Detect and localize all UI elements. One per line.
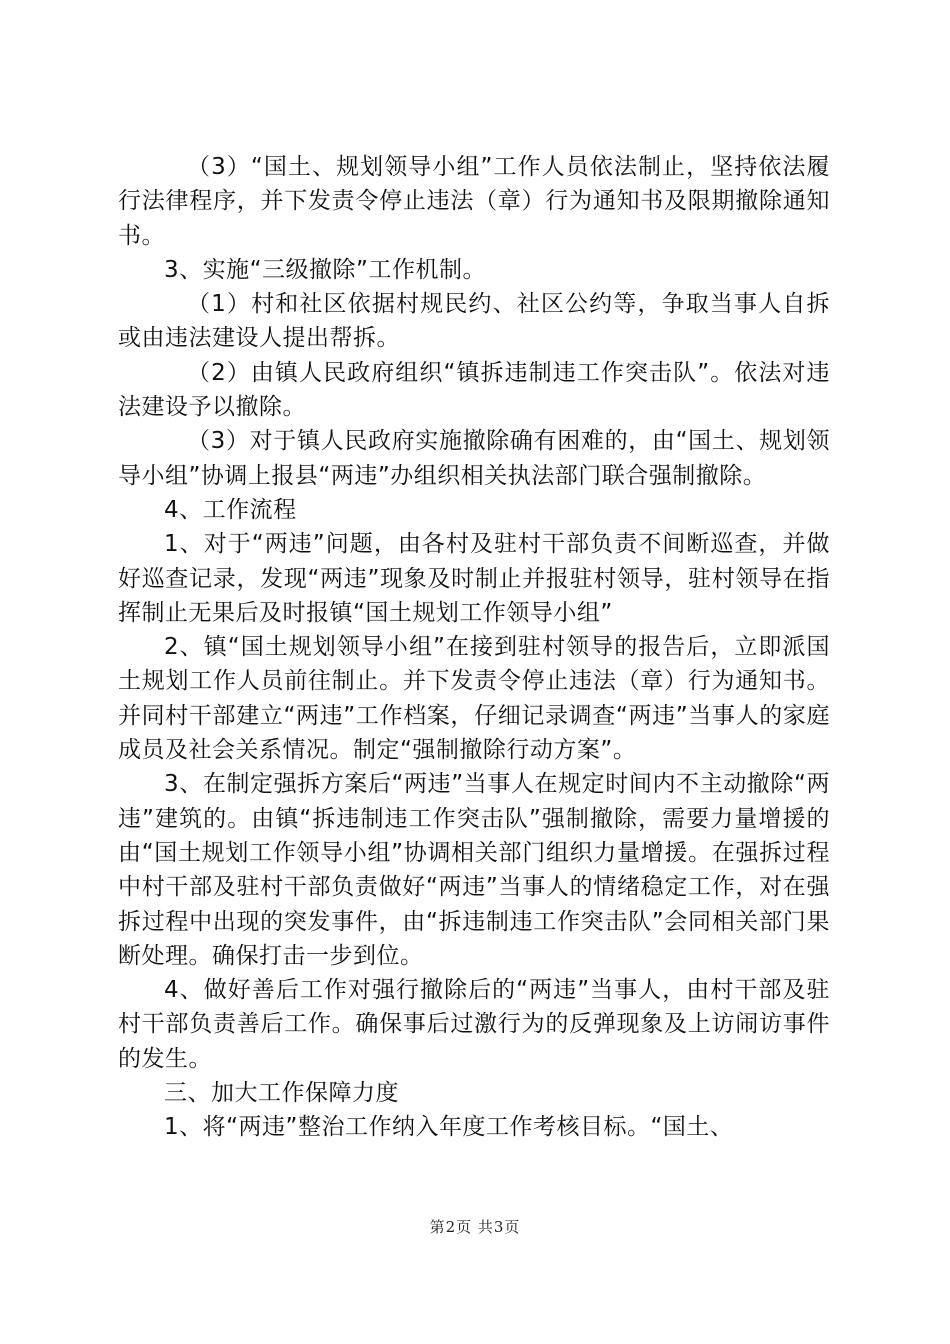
- section-heading-three: 三、加大工作保障力度: [164, 1080, 399, 1107]
- paragraph-assessment-1: 1、将“两违”整治工作纳入年度工作考核目标。“国土、: [164, 1114, 734, 1141]
- heading-4-workflow: 4、工作流程: [164, 496, 297, 523]
- paragraph-workflow-2: 2、镇“国土规划领导小组”在接到驻村领导的报告后，立即派国土规划工作人员前往制止。并下发责令停止违法（章）行为通知书。并同村干部建立“两违”工作档案，仔细记录调查“两违”当事人的家庭成员及社会关系情况。制定“强制撤除行动方案”。: [118, 634, 830, 764]
- paragraph-3-1: （3）“国土、规划领导小组”工作人员依法制止，坚持依法履行法律程序，并下发责令停止违法（章）行为通知书及限期撤除通知书。: [118, 154, 830, 249]
- paragraph-2-town: （2）由镇人民政府组织“镇拆违制违工作突击队”。依法对违法建设予以撤除。: [118, 359, 830, 421]
- page-number-footer: 第2页 共3页: [429, 1218, 521, 1236]
- paragraph-workflow-3: 3、在制定强拆方案后“两违”当事人在规定时间内不主动撤除“两违”建筑的。由镇“拆违制违工作突击队”强制撤除，需要力量增援的由“国土规划工作领导小组”协调相关部门组织力量增援。在强拆过程中村干部及驻村干部负责做好“两违”当事人的情绪稳定工作，对在强拆过程中出现的突发事件，由“拆违制违工作突击队”会同相关部门果断处理。确保打击一步到位。: [118, 771, 830, 969]
- heading-3-three-level-removal: 3、实施“三级撤除”工作机制。: [164, 256, 486, 283]
- paragraph-workflow-4: 4、做好善后工作对强行撤除后的“两违”当事人，由村干部及驻村干部负责善后工作。确保事后过激行为的反弹现象及上访闹访事件的发生。: [118, 977, 830, 1072]
- paragraph-1-village: （1）村和社区依据村规民约、社区公约等，争取当事人自拆或由违法建设人提出帮拆。: [118, 291, 830, 352]
- paragraph-workflow-1: 1、对于“两违”问题，由各村及驻村干部负责不间断巡查，并做好巡查记录，发现“两违”现象及时制止并报驻村领导，驻村领导在指挥制止无果后及时报镇“国土规划工作领导小组”: [118, 531, 830, 626]
- paragraph-3-county: （3）对于镇人民政府实施撤除确有困难的，由“国土、规划领导小组”协调上报县“两违”办组织相关执法部门联合强制撤除。: [118, 428, 830, 489]
- document-body: [118, 150, 830, 1145]
